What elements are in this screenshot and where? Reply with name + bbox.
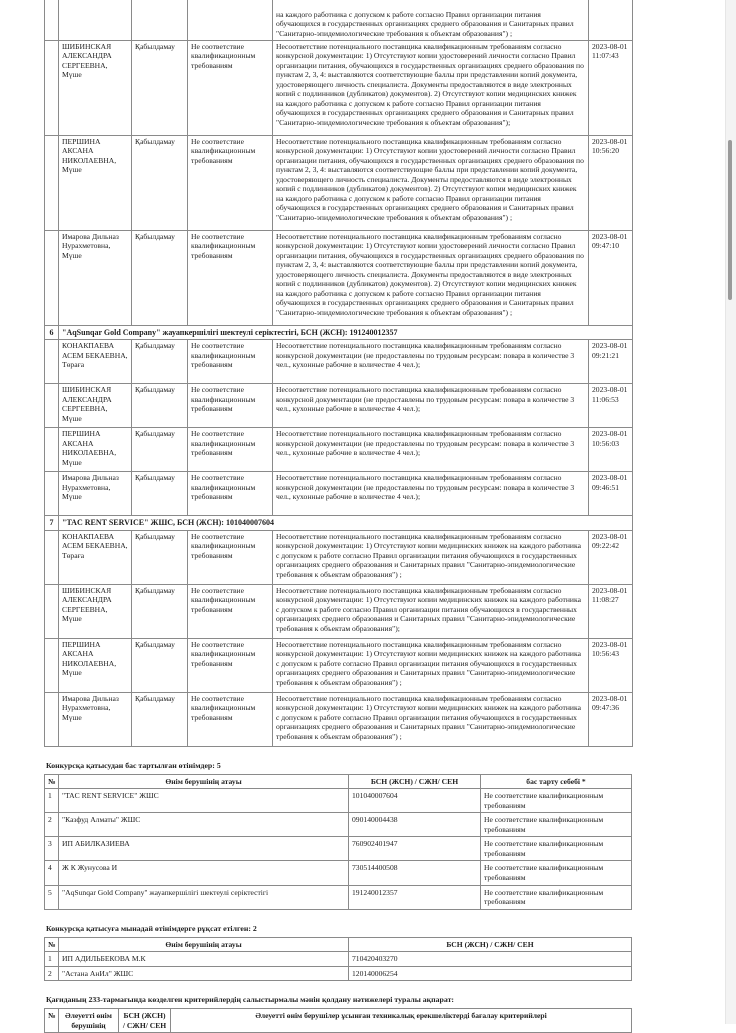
- col-header-supplier: Әлеуетті өнім берушінің: [59, 1009, 119, 1033]
- reason-cell: Несоответствие потенциального поставщика квалификационным требованиям согласно конкурсной документации: 1) Отсутствуют копии медицинских книжек на каждого работника с допуском к работе согласно Правил организации питания обучающихся в государственных организациях среднего образования и Санитарных правил "Санитарно-эпидемиологические требования к объектам образования");: [273, 584, 589, 638]
- scrollbar-track[interactable]: [725, 0, 736, 1024]
- criteria-section-title: Қағиданың 233-тармағында көзделген критерийлердің салыстырмалы мәнін қолдану нәтижелері туралы ақпарат:: [46, 995, 454, 1005]
- table-row: [45, 692, 633, 746]
- member-name-cell: Имарова Дильназ Нурахметовна, Мүше: [59, 692, 132, 746]
- admitted-section-title: Конкурсқа қатысуға мынадай өтінімдерге рұқсат етілген: 2: [46, 923, 257, 933]
- supplier-name: "Казфуд Алматы" ЖШС: [59, 813, 349, 837]
- decision-cell: Қабылдамау: [132, 472, 188, 516]
- col-header-evaluation-criteria: Әлеуетті өнім берушілер ұсынған техникалық ерекшеліктерді бағалау критерийлері: [171, 1009, 632, 1033]
- table-row: [45, 885, 632, 909]
- row-number-cell: [45, 384, 59, 428]
- group-number: 7: [45, 516, 59, 531]
- decision-cell: Қабылдамау: [132, 428, 188, 472]
- table-row: [45, 530, 633, 584]
- row-number-cell: [45, 340, 59, 384]
- rejection-reason: Не соответствие квалификационным требованиям: [481, 789, 632, 813]
- table-row: [45, 966, 632, 981]
- supplier-bin: 101040007604: [349, 789, 481, 813]
- table-header-row: [45, 1009, 632, 1033]
- admitted-applications-table: [44, 937, 632, 982]
- supplier-bin: 090140004438: [349, 813, 481, 837]
- supplier-bin: 760902401947: [349, 837, 481, 861]
- table-row: [45, 40, 633, 135]
- basis-cell: Не соответствие квалификационным требованиям: [188, 638, 273, 692]
- basis-cell: Не соответствие квалификационным требованиям: [188, 692, 273, 746]
- table-row: [45, 428, 633, 472]
- basis-cell: Не соответствие квалификационным требованиям: [188, 135, 273, 230]
- criteria-table: [44, 1008, 632, 1033]
- supplier-name: "TAC RENT SERVICE" ЖШС: [59, 789, 349, 813]
- row-number: 3: [45, 837, 59, 861]
- timestamp-cell: 2023-08-01 09:22:42: [589, 530, 633, 584]
- table-row: [45, 135, 633, 230]
- basis-cell: Не соответствие квалификационным требованиям: [188, 530, 273, 584]
- supplier-name: ИП АБИЛКАЗИЕВА: [59, 837, 349, 861]
- table-row: [45, 472, 633, 516]
- table-row: [45, 230, 633, 325]
- member-name-cell: Имарова Дильназ Нурахметовна, Мүше: [59, 472, 132, 516]
- group-title: "TAC RENT SERVICE" ЖШС, БСН (ЖСН): 101040007604: [59, 516, 633, 531]
- row-number-cell: [45, 40, 59, 135]
- reason-cell: Несоответствие потенциального поставщика квалификационным требованиям согласно конкурсной документации: 1) Отсутствуют копии медицинских книжек на каждого работника с допуском к работе согласно Правил организации питания обучающихся в государственных организациях среднего образования и Санитарных правил "Санитарно-эпидемиологические требования к объектам образования") ;: [273, 692, 589, 746]
- member-name-cell: КОНАКПАЕВА АСЕМ БЕКАЕВНА, Төрағa: [59, 530, 132, 584]
- table-row: [45, 813, 632, 837]
- reason-cell: Несоответствие потенциального поставщика квалификационным требованиям согласно конкурсной документации (не предоставлены по трудовым ресурсам: повара в количестве 3 чел., кухонные рабочие в количестве 4 чел.);: [273, 340, 589, 384]
- decision-cell: Қабылдамау: [132, 692, 188, 746]
- rejection-reason: Не соответствие квалификационным требованиям: [481, 885, 632, 909]
- basis-cell: Не соответствие квалификационным требованиям: [188, 428, 273, 472]
- table-row: [45, 789, 632, 813]
- rejected-section-title: Конкурсқа қатысудан бас тартылған өтінімдер: 5: [46, 760, 221, 770]
- table-row-partial: [45, 0, 633, 40]
- timestamp-cell: 2023-08-01 11:08:27: [589, 584, 633, 638]
- supplier-group-row: [45, 516, 633, 531]
- table-row: [45, 837, 632, 861]
- table-row: [45, 340, 633, 384]
- timestamp-cell: 2023-08-01 09:47:36: [589, 692, 633, 746]
- timestamp-cell: 2023-08-01 10:56:43: [589, 638, 633, 692]
- col-header-number: №: [45, 774, 59, 789]
- timestamp-cell: 2023-08-01 11:06:53: [589, 384, 633, 428]
- decision-cell: Қабылдамау: [132, 584, 188, 638]
- decision-cell: Қабылдамау: [132, 384, 188, 428]
- col-header-number: №: [45, 937, 59, 952]
- basis-cell: Не соответствие квалификационным требованиям: [188, 40, 273, 135]
- group-title: "AqSunqar Gold Company" жауапкершілігі шектеулі серіктестігі, БСН (ЖСН): 191240012357: [59, 325, 633, 340]
- supplier-bin: 710420403270: [349, 952, 632, 967]
- member-name-cell: КОНАКПАЕВА АСЕМ БЕКАЕВНА, Төрағa: [59, 340, 132, 384]
- row-number: 1: [45, 952, 59, 967]
- supplier-bin: 120140006254: [349, 966, 632, 981]
- table-row: [45, 384, 633, 428]
- row-number: 5: [45, 885, 59, 909]
- supplier-name: "AqSunqar Gold Company" жауапкершілігі шектеулі серіктестігі: [59, 885, 349, 909]
- table-row: [45, 584, 633, 638]
- decision-cell: Қабылдамау: [132, 638, 188, 692]
- row-number: 2: [45, 966, 59, 981]
- reason-cell: Несоответствие потенциального поставщика квалификационным требованиям согласно конкурсной документации (не предоставлены по трудовым ресурсам: повара в количестве 3 чел., кухонные рабочие в количестве 4 чел.);: [273, 384, 589, 428]
- member-name-cell: ШИБИНСКАЯ АЛЕКСАНДРА СЕРГЕЕВНА, Мүше: [59, 584, 132, 638]
- table-row: [45, 952, 632, 967]
- col-header-supplier-name: Өнім берушінің атауы: [59, 774, 349, 789]
- member-name-cell: ПЕРШИНА АКСАНА НИКОЛАЕВНА, Мүше: [59, 428, 132, 472]
- row-number-cell: [45, 584, 59, 638]
- supplier-name: Ж К Жунусова И: [59, 861, 349, 885]
- col-header-bin: БСН (ЖСН) / СЖН/ СЕН: [349, 937, 632, 952]
- supplier-name: "Астана АнИл" ЖШС: [59, 966, 349, 981]
- row-number-cell: [45, 472, 59, 516]
- decision-cell: Қабылдамау: [132, 230, 188, 325]
- timestamp-cell: 2023-08-01 10:56:20: [589, 135, 633, 230]
- decision-cell: Қабылдамау: [132, 340, 188, 384]
- reason-cell: Несоответствие потенциального поставщика квалификационным требованиям согласно конкурсной документации: 1) Отсутствуют копии медицинских книжек на каждого работника с допуском к работе согласно Правил организации питания обучающихся в государственных организациях среднего образования и Санитарных правил "Санитарно-эпидемиологические требования к объектам образования") ;: [273, 638, 589, 692]
- col-header-number: №: [45, 1009, 59, 1033]
- member-name-cell: ПЕРШИНА АКСАНА НИКОЛАЕВНА, Мүше: [59, 135, 132, 230]
- row-number-cell: [45, 692, 59, 746]
- table-row: [45, 638, 633, 692]
- reason-cell: Несоответствие потенциального поставщика квалификационным требованиям согласно конкурсной документации: 1) Отсутствуют копии удостоверений личности согласно Правил организации питания, обучающихся в государственных организациях среднего образования по пунктам 2, 3, 4: выставляются соответствующие баллы при представлении копий документа, удостоверяющего личность специалиста. Документы предоставляются в виде электронных копий с подлинников (дубликатов) документов). 2) Отсутствуют копии медицинских книжек на каждого работника с допуском к работе согласно Правил организации питания обучающихся в государственных организациях среднего образования и Санитарных правил "Санитарно-эпидемиологические требования к объектам образования") ;: [273, 135, 589, 230]
- decision-cell: Қабылдамау: [132, 135, 188, 230]
- reason-cell: Несоответствие потенциального поставщика квалификационным требованиям согласно конкурсной документации (не предоставлены по трудовым ресурсам: повара в количестве 3 чел., кухонные рабочие в количестве 4 чел.);: [273, 428, 589, 472]
- col-header-supplier-name: Өнім берушінің атауы: [59, 937, 349, 952]
- row-number: 2: [45, 813, 59, 837]
- reason-cell: на каждого работника с допуском к работе согласно Правил организации питания обучающихся в государственных организациях среднего образования и Санитарных правил "Санитарно-эпидемиологические требования к объектам образования") ;: [273, 0, 589, 40]
- row-number-cell: [45, 530, 59, 584]
- row-number: 1: [45, 789, 59, 813]
- reason-cell: Несоответствие потенциального поставщика квалификационным требованиям согласно конкурсной документации: 1) Отсутствуют копии медицинских книжек на каждого работника с допуском к работе согласно Правил организации питания обучающихся в государственных организациях среднего образования и Санитарных правил "Санитарно-эпидемиологические требования к объектам образования") ;: [273, 530, 589, 584]
- document-page: [44, 0, 632, 1033]
- reason-cell: Несоответствие потенциального поставщика квалификационным требованиям согласно конкурсной документации: 1) Отсутствуют копии удостоверений личности согласно Правил организации питания, обучающихся в государственных организациях среднего образования по пунктам 2, 3, 4: выставляются соответствующие баллы при представлении копий документа, удостоверяющего личность специалиста. Документы предоставляются в виде электронных копий с подлинников (дубликатов) документов). 2) Отсутствуют копии медицинских книжек на каждого работника с допуском к работе согласно Правил организации питания обучающихся в государственных организациях среднего образования и Санитарных правил "Санитарно-эпидемиологические требования к объектам образования");: [273, 40, 589, 135]
- table-row: [45, 861, 632, 885]
- supplier-name: ИП АДИЛЬБЕКОВА М.К: [59, 952, 349, 967]
- timestamp-cell: 2023-08-01 09:47:10: [589, 230, 633, 325]
- timestamp-cell: 2023-08-01 11:07:43: [589, 40, 633, 135]
- member-name-cell: Имарова Дильназ Нурахметовна, Мүше: [59, 230, 132, 325]
- supplier-group-row: [45, 325, 633, 340]
- supplier-bin: 191240012357: [349, 885, 481, 909]
- reason-cell: Несоответствие потенциального поставщика квалификационным требованиям согласно конкурсной документации: 1) Отсутствуют копии удостоверений личности согласно Правил организации питания, обучающихся в государственных организациях среднего образования по пунктам 2, 3, 4: выставляются соответствующие баллы при представлении копий документа, удостоверяющего личность специалиста. Документы предоставляются в виде электронных копий с подлинников (дубликатов) документов). 2) Отсутствуют копии медицинских книжек на каждого работника с допуском к работе согласно Правил организации питания обучающихся в государственных организациях среднего образования и Санитарных правил "Санитарно-эпидемиологические требования к объектам образования") ;: [273, 230, 589, 325]
- basis-cell: Не соответствие квалификационным требованиям: [188, 230, 273, 325]
- row-number-cell: [45, 230, 59, 325]
- member-name-cell: ПЕРШИНА АКСАНА НИКОЛАЕВНА, Мүше: [59, 638, 132, 692]
- row-number: 4: [45, 861, 59, 885]
- supplier-bin: 730514400508: [349, 861, 481, 885]
- timestamp-cell: 2023-08-01 09:46:51: [589, 472, 633, 516]
- col-header-rejection-reason: бас тарту себебі *: [481, 774, 632, 789]
- rejection-reason: Не соответствие квалификационным требованиям: [481, 813, 632, 837]
- rejected-applications-table: [44, 774, 632, 910]
- col-header-bin: БСН (ЖСН) / СЖН/ СЕН: [119, 1009, 171, 1033]
- basis-cell: Не соответствие квалификационным требованиям: [188, 472, 273, 516]
- timestamp-cell: 2023-08-01 09:21:21: [589, 340, 633, 384]
- timestamp-cell: 2023-08-01 10:56:03: [589, 428, 633, 472]
- row-number-cell: [45, 135, 59, 230]
- decision-cell: Қабылдамау: [132, 530, 188, 584]
- basis-cell: Не соответствие квалификационным требованиям: [188, 384, 273, 428]
- reason-cell: Несоответствие потенциального поставщика квалификационным требованиям согласно конкурсной документации (не предоставлены по трудовым ресурсам: повара в количестве 3 чел., кухонные рабочие в количестве 4 чел.);: [273, 472, 589, 516]
- member-name-cell: ШИБИНСКАЯ АЛЕКСАНДРА СЕРГЕЕВНА, Мүше: [59, 384, 132, 428]
- row-number-cell: [45, 428, 59, 472]
- rejection-reason: Не соответствие квалификационным требованиям: [481, 837, 632, 861]
- rejection-reason: Не соответствие квалификационным требованиям: [481, 861, 632, 885]
- row-number-cell: [45, 638, 59, 692]
- decision-cell: Қабылдамау: [132, 40, 188, 135]
- table-header-row: [45, 937, 632, 952]
- basis-cell: Не соответствие квалификационным требованиям: [188, 340, 273, 384]
- basis-cell: Не соответствие квалификационным требованиям: [188, 584, 273, 638]
- member-name-cell: ШИБИНСКАЯ АЛЕКСАНДРА СЕРГЕЕВНА, Мүше: [59, 40, 132, 135]
- col-header-bin: БСН (ЖСН) / СЖН/ СЕН: [349, 774, 481, 789]
- commission-decisions-table: [44, 0, 633, 747]
- table-header-row: [45, 774, 632, 789]
- group-number: 6: [45, 325, 59, 340]
- scrollbar-thumb[interactable]: [728, 140, 732, 300]
